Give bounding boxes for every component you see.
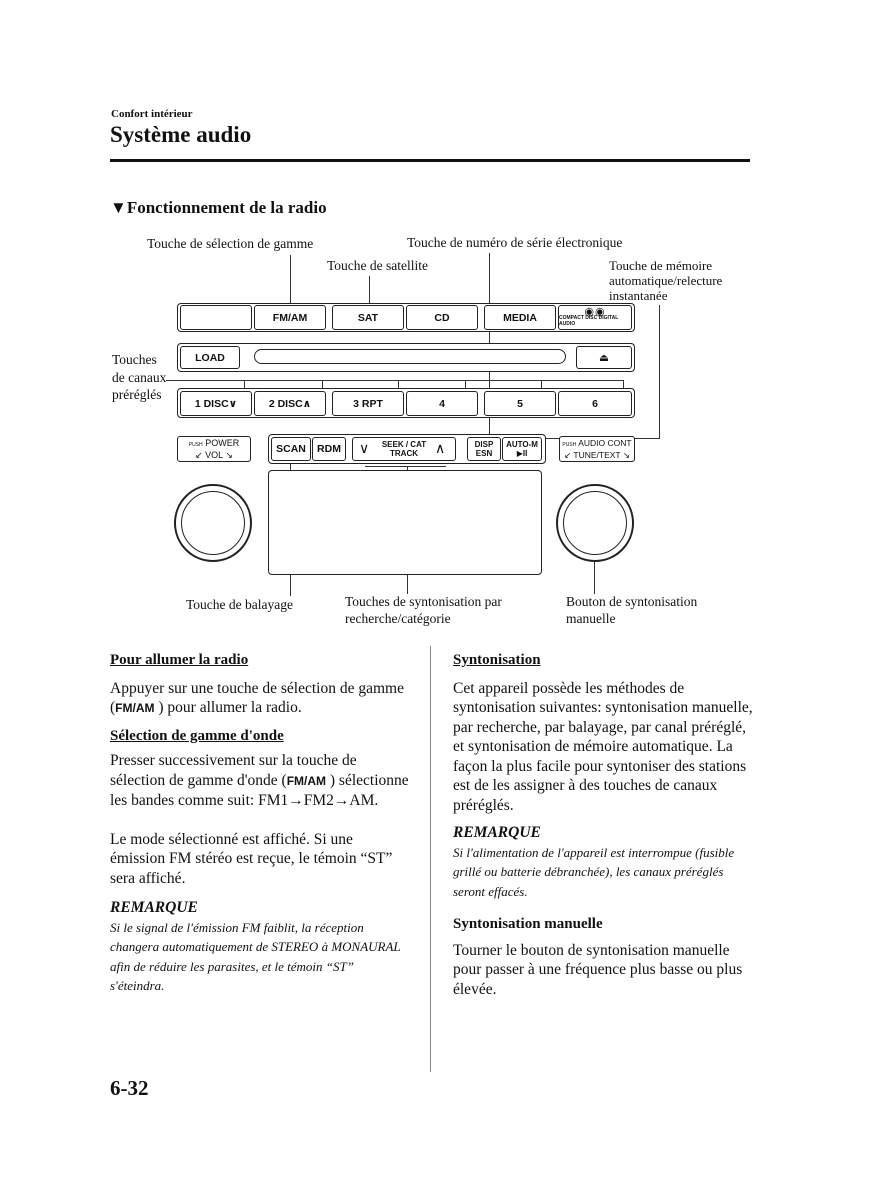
- media-button[interactable]: MEDIA: [484, 305, 556, 330]
- section-heading-text: Fonctionnement de la radio: [126, 198, 327, 217]
- leader-preset-h: [166, 380, 624, 381]
- band-text-2: ) sélectionne les bandes comme suit: FM1→FM2→AM.: [110, 771, 409, 809]
- track-label: TRACK: [390, 449, 418, 458]
- triangle-down-icon: ▼: [110, 198, 127, 217]
- preset-1-button[interactable]: 1 DISC∨: [180, 391, 252, 416]
- cd-slot: [254, 349, 566, 364]
- preset-3-button[interactable]: 3 RPT: [332, 391, 404, 416]
- auto-m-button[interactable]: [502, 437, 542, 461]
- seek-up-icon[interactable]: ∧: [435, 440, 446, 456]
- leader-band-select: [290, 255, 291, 307]
- power-label: POWER: [205, 438, 240, 448]
- fm-am-button[interactable]: FM/AM: [254, 305, 326, 330]
- leader-auto-memory-v: [659, 305, 660, 439]
- left-column: [110, 651, 410, 996]
- cd-button[interactable]: CD: [406, 305, 478, 330]
- cd-logo: [558, 305, 632, 330]
- audio-cont-label: AUDIO CONT: [578, 438, 632, 448]
- tuning-paragraph: Cet appareil possède les méthodes de syntonisation suivantes: syntonisation manuelle, par recherche, par balayage, par canal préréglé, et syntonisation de mémoire automatique. La façon la plus facile pour syntoniser des stations est de les assigner à des touches de canaux préréglés.: [453, 679, 753, 814]
- preset-2-button[interactable]: 2 DISC∧: [254, 391, 326, 416]
- power-volume-knob-inner: [181, 491, 245, 555]
- preset-4-button[interactable]: 4: [406, 391, 478, 416]
- band-key: FM/AM: [286, 773, 327, 788]
- audio-push-label: PUSH: [562, 442, 577, 448]
- callout-satellite: Touche de satellite: [327, 258, 429, 273]
- callout-seek: Touches de syntonisation par recherche/catégorie: [345, 594, 502, 626]
- power-on-key: FM/AM: [115, 701, 155, 715]
- callout-preset: Touches de canaux préréglés: [112, 352, 167, 402]
- esn-label: ESN: [475, 449, 493, 458]
- mode-paragraph: Le mode sélectionné est affiché. Si une émission FM stéréo est reçue, le témoin “ST” sera affiché.: [110, 830, 393, 887]
- scan-button[interactable]: SCAN: [271, 437, 311, 461]
- vol-label: VOL: [205, 450, 223, 460]
- preset-5-button[interactable]: 5: [484, 391, 556, 416]
- audio-cont-tune-button[interactable]: PUSH AUDIO CONT ↙ TUNE/TEXT ↘: [559, 436, 635, 462]
- callout-scan: Touche de balayage: [186, 597, 293, 612]
- note-text-right: Si l'alimentation de l'appareil est interrompue (fusible grillé ou batterie débranchée), les canaux préréglés seront effacés.: [453, 844, 735, 899]
- preset-6-button[interactable]: 6: [558, 391, 632, 416]
- sat-button[interactable]: SAT: [332, 305, 404, 330]
- callout-esn: Touche de numéro de série électronique: [407, 235, 623, 250]
- column-divider: [430, 646, 431, 1072]
- tune-text-label: TUNE/TEXT: [573, 450, 621, 460]
- note-text-left: Si le signal de l'émission FM faiblit, la réception changera automatiquement de STEREO à MONAURAL afin de réduire les parasites, et le témoin “ST” s'éteindra.: [110, 919, 401, 993]
- manual-tuning-paragraph: Tourner le bouton de syntonisation manuelle pour passer à une fréquence plus basse ou plus élevée.: [453, 941, 743, 998]
- auto-m-label: AUTO-M: [506, 440, 538, 449]
- callout-auto-memory: Touche de mémoire automatique/relecture instantanée: [609, 258, 723, 303]
- blank-button[interactable]: [180, 305, 252, 330]
- band-heading: Sélection de gamme d'onde: [110, 727, 284, 744]
- callout-band-select: Touche de sélection de gamme: [147, 236, 314, 251]
- callout-tune-knob: Bouton de syntonisation manuelle: [566, 594, 698, 626]
- power-on-text-1: Appuyer sur une touche de sélection de gamme (: [110, 679, 404, 716]
- note-title-left: REMARQUE: [110, 899, 198, 916]
- manual-tuning-heading: Syntonisation manuelle: [453, 916, 603, 932]
- band-text-1: Presser successivement sur la touche de sélection de gamme d'onde (: [110, 752, 357, 789]
- power-on-text-2: ) pour allumer la radio.: [158, 699, 302, 716]
- note-title-right: REMARQUE: [453, 824, 541, 841]
- disc-icon: ◉◉: [584, 305, 606, 318]
- play-pause-icon: ▶II: [516, 449, 528, 458]
- seek-down-icon[interactable]: ∨: [359, 440, 370, 456]
- cd-logo-text: COMPACT DISC DIGITAL AUDIO: [559, 314, 619, 327]
- leader-seek-h: [365, 466, 446, 467]
- page-title: Système audio: [110, 122, 252, 147]
- disp-esn-button[interactable]: [467, 437, 501, 461]
- seek-cat-label: SEEK / CAT: [381, 440, 427, 449]
- disp-label: DISP: [474, 440, 494, 449]
- section-label: Confort intérieur: [111, 108, 193, 120]
- power-vol-button[interactable]: PUSH POWER ↙ VOL ↘: [177, 436, 251, 462]
- tuning-heading: Syntonisation: [453, 652, 541, 668]
- load-button[interactable]: LOAD: [180, 346, 240, 369]
- eject-button[interactable]: ⏏: [576, 346, 632, 369]
- band-paragraph: [110, 751, 410, 811]
- rdm-button[interactable]: RDM: [312, 437, 346, 461]
- right-column: [453, 651, 753, 999]
- page-number: 6-32: [110, 1076, 149, 1100]
- display-panel: [268, 470, 542, 575]
- tune-knob-inner: [563, 491, 627, 555]
- power-push-label: PUSH: [188, 442, 203, 448]
- power-on-heading: Pour allumer la radio: [110, 652, 249, 668]
- power-on-paragraph: [110, 679, 410, 719]
